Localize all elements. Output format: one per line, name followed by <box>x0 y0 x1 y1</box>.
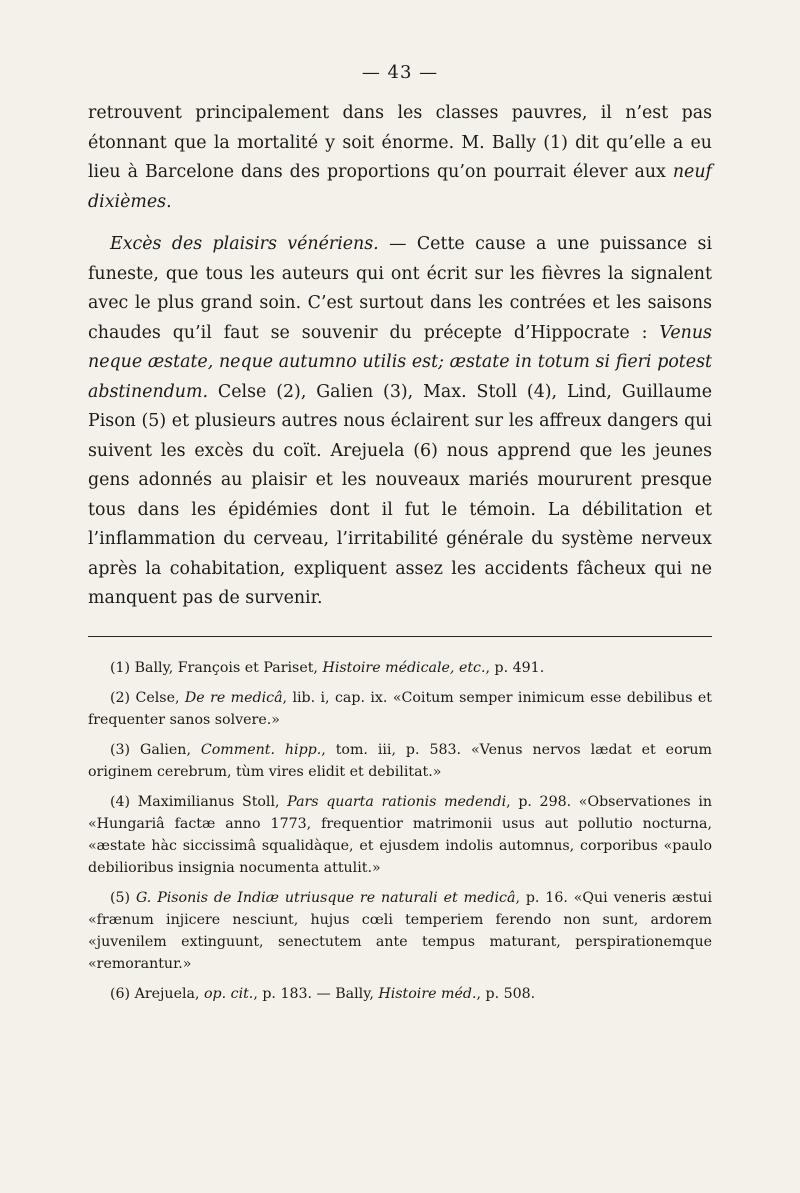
page-number: — 43 — <box>361 62 439 83</box>
footnote-3-title: Comment. hipp. <box>200 741 322 758</box>
footnote-1-title: Histoire médicale, etc. <box>322 659 486 676</box>
paragraph-2-rest: Celse (2), Galien (3), Max. Stoll (4), Lind, Guillaume Pison (5) et plusieurs autres nous éclairent sur les affreux dangers qui suivent les excès du coït. Arejuela (6) nous apprend que les jeunes gens adonnés au plaisir et les nouveaux mariés moururent presque tous dans les épidémies dont il fut le témoin. La débilitation et l’inflammation du cerveau, l’irritabilité générale du système nerveux après la cohabitation, expliquent assez les accidents fâcheux qui ne manquent pas de survenir. <box>88 381 712 608</box>
footnote-3-a: (3) Galien, <box>110 741 201 758</box>
footnote-2-title: De re medicâ <box>184 689 283 706</box>
main-text <box>88 99 712 614</box>
footnote-6-title: op. cit. <box>203 985 254 1002</box>
footnote-4 <box>88 791 712 879</box>
section-heading: Excès des plaisirs vénériens. <box>110 234 379 254</box>
footnote-6-a: (6) Arejuela, <box>110 985 204 1002</box>
footnote-2-a: (2) Celse, <box>110 689 185 706</box>
footnote-4-title: Pars quarta rationis medendi <box>287 793 507 810</box>
paragraph-1-emphasis: neuf dixièmes <box>88 162 712 212</box>
footnote-5-title: G. Pisonis de Indiæ utriusque re naturali et medicâ <box>135 889 516 906</box>
footnote-3-c: , tom. iii, p. 583. «Venus nervos lædat et eorum originem cerebrum, tùm vires elidit et debilitat.» <box>88 741 712 780</box>
footnote-1-c: , p. 491. <box>485 659 545 676</box>
paragraph-1-text: retrouvent principalement dans les classes pauvres, il n’est pas étonnant que la mortalité y soit énorme. M. Bally (1) dit qu’elle a eu lieu à Barcelone dans des proportions qu’on pourrait élever aux <box>88 103 712 182</box>
footnote-4-c: , p. 298. «Observationes in «Hungariâ factæ anno 1773, frequentior matrimonii usus aut pollutio nocturna, «æstate hàc siccissimâ squalidàque, et ejusdem indolis automnus, corporibus «paulo debilioribus insignia nocumenta attulit.» <box>88 793 712 876</box>
footnote-2 <box>88 687 712 731</box>
footnote-2-c: , lib. i, cap. ix. «Coitum semper inimicum esse debilibus et frequenter sanos solvere.» <box>88 689 713 728</box>
paragraph-2 <box>88 230 712 614</box>
footnote-4-a: (4) Maximilianus Stoll, <box>110 793 288 810</box>
footnote-divider <box>88 636 712 637</box>
book-page <box>88 62 712 1013</box>
footnote-5-c: , p. 16. «Qui veneris æstui «frænum injicere nesciunt, hujus cœli temperiem ferendo non sunt, ardorem «juvenilem extinguunt, senectutem ante tempus maturant, perspirationemque «remorantur.» <box>88 889 712 972</box>
footnote-5-a: (5) <box>110 889 136 906</box>
paragraph-1-end: . <box>166 191 172 212</box>
footnote-3 <box>88 739 712 783</box>
footnote-6-title-2: Histoire méd. <box>378 985 477 1002</box>
paragraph-2-text: — Cette cause a une puissance si funeste, que tous les auteurs qui ont écrit sur les fièvres la signalent avec le plus grand soin. C’est surtout dans les contrées et les saisons chaudes qu’il faut se souvenir du précepte d’Hippocrate : <box>88 234 713 343</box>
footnote-6-c: , p. 183. — Bally, <box>253 985 379 1002</box>
footnotes <box>88 657 712 1005</box>
paragraph-1 <box>88 99 712 217</box>
footnote-1-a: (1) Bally, François et Pariset, <box>110 659 323 676</box>
latin-quote: Venus neque æstate, neque autumno utilis est; æstate in totum si fieri potest abstinendum. <box>88 322 712 402</box>
footnote-5 <box>88 887 712 975</box>
footnote-6 <box>88 983 712 1005</box>
footnote-1 <box>88 657 712 679</box>
footnote-6-e: , p. 508. <box>476 985 536 1002</box>
